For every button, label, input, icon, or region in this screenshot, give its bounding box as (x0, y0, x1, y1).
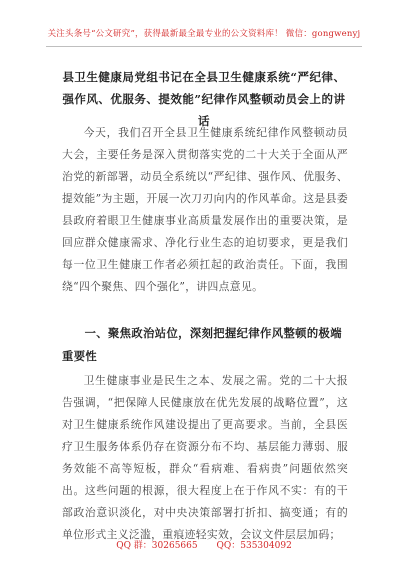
section-1-paragraph: 卫生健康事业是民生之本、发展之需。党的二十大报告强调，“把保障人民健康放在优先发展的战略位置”，这对卫生健康系统作风建设提出了更高要求。当前，全县医疗卫生服务体系仍存在资源分布不均、基层能力薄弱、服务效能不高等短板，群众“看病难、看病贵”问题依然突出。这些问题的根源，很大程度上在于作风不实：有的干部政治意识淡化，对中央决策部署打折扣、搞变通；有的单位形式主义泛滥，重痕迹轻实效，会议文件层层加码； (62, 374, 348, 541)
header-promo-note: 关注头条号“公文研究”，获得最新最全最专业的公文资料库！ 微信：gongwenyj (47, 29, 361, 39)
header-divider (46, 46, 362, 47)
footer-qq: QQ：535304092 (216, 541, 292, 551)
footer-contact-note (0, 538, 408, 551)
intro-paragraph: 今天，我们召开全县卫生健康系统纪律作风整顿动员大会，主要任务是深入贯彻落实党的二十大关于全面从严治党的新部署，动员全系统以“严纪律、强作风、优服务、提效能”为主题，开展一次刀刃向内的作风革命。这是县委县政府着眼卫生健康事业高质量发展作出的重要决策，是回应群众健康需求、净化行业生态的迫切要求，更是我们每一位卫生健康工作者必须扛起的政治责任。下面，我围绕“四个聚焦、四个强化”，讲四点意见。 (62, 126, 348, 293)
document-title: 县卫生健康局党组书记在全县卫生健康系统“严纪律、强作风、优服务、提效能”纪律作风整顿动员会上的讲话 (62, 70, 346, 128)
footer-qq-group: QQ 群：30265665 (116, 541, 198, 551)
section-1-heading: 一、聚焦政治站位，深刻把握纪律作风整顿的极端重要性 (62, 326, 342, 363)
